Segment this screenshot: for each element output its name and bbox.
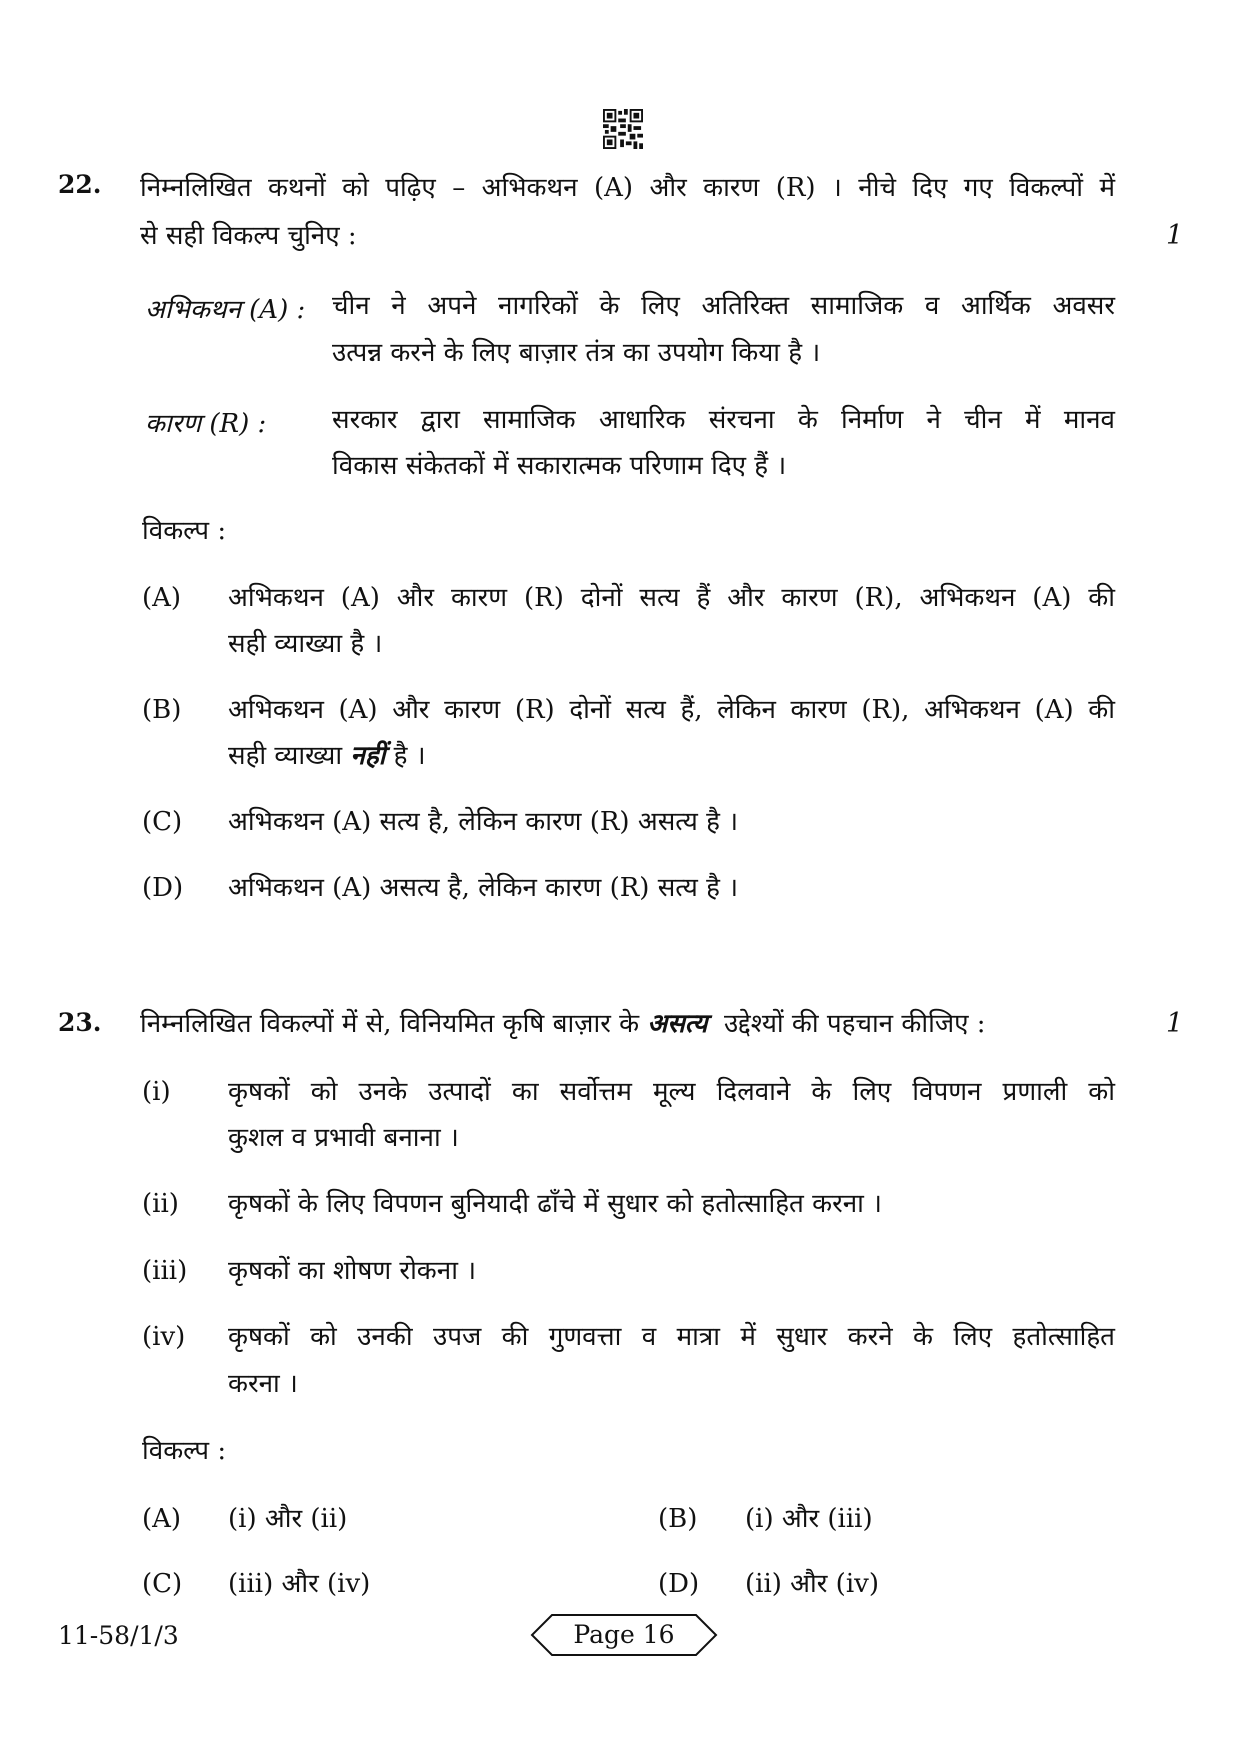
page-number-badge: [530, 1613, 718, 1657]
q23-option-key: (B): [658, 1504, 698, 1534]
q22-option-key: (A): [142, 583, 182, 613]
question-22-text-line2: से सही विकल्प चुनिए :: [140, 221, 357, 251]
question-number-22: 22.: [58, 170, 102, 199]
q23-option-key: (C): [142, 1569, 183, 1599]
q23-item-iii-text: कृषकों का शोषण रोकना ।: [228, 1256, 477, 1286]
q23-item-key: (ii): [142, 1189, 179, 1219]
q23-item-iv-line1: कृषकों को उनकी उपज की गुणवत्ता व मात्रा में सुधार करने के लिए हतोत्साहित: [228, 1322, 1115, 1352]
reason-text-line1: सरकार द्वारा सामाजिक आधारिक संरचना के निर्माण ने चीन में मानव: [332, 405, 1115, 435]
emphasis-false: असत्य: [647, 1009, 708, 1039]
q23-options-label: विकल्प :: [142, 1436, 227, 1466]
option-b-text: है ।: [393, 741, 426, 771]
q22-option-b-line2: [228, 732, 426, 780]
q23-option-c-text: (iii) और (iv): [228, 1569, 371, 1599]
paper-code: 11-58/1/3: [58, 1621, 179, 1650]
question-number-23: 23.: [58, 1008, 102, 1037]
q23-option-key: (D): [658, 1569, 700, 1599]
q22-option-key: (B): [142, 695, 182, 725]
q22-option-a-line2: सही व्याख्या है ।: [228, 629, 383, 659]
page-number: Page 16: [573, 1620, 675, 1649]
question-22-marks: 1: [1166, 220, 1184, 251]
question-23-text-pre: निम्नलिखित विकल्पों में से, विनियमित कृषि बाज़ार के: [140, 1009, 640, 1039]
question-23-text-post: उद्देश्यों की पहचान कीजिए :: [723, 1009, 986, 1039]
option-b-text: सही व्याख्या: [228, 741, 343, 771]
q23-option-b-text: (i) और (iii): [745, 1504, 873, 1534]
assertion-text-line1: चीन ने अपने नागरिकों के लिए अतिरिक्त सामाजिक व आर्थिक अवसर: [332, 291, 1115, 321]
q23-option-d-text: (ii) और (iv): [745, 1569, 879, 1599]
reason-text-line2: विकास संकेतकों में सकारात्मक परिणाम दिए हैं ।: [332, 451, 787, 481]
reason-label: कारण (R) :: [145, 409, 267, 439]
question-22-text-line1: निम्नलिखित कथनों को पढ़िए – अभिकथन (A) और कारण (R) । नीचे दिए गए विकल्पों में: [140, 173, 1115, 203]
q23-item-i-line2: कुशल व प्रभावी बनाना ।: [228, 1123, 459, 1153]
q23-item-iv-line2: करना ।: [228, 1369, 298, 1399]
q23-item-key: (iv): [142, 1322, 186, 1352]
q22-option-key: (D): [142, 873, 184, 903]
q23-item-ii-text: कृषकों के लिए विपणन बुनियादी ढाँचे में सुधार को हतोत्साहित करना ।: [228, 1189, 883, 1219]
question-23-text: [140, 1000, 1120, 1048]
q22-option-a-line1: अभिकथन (A) और कारण (R) दोनों सत्य हैं और कारण (R), अभिकथन (A) की: [228, 583, 1115, 613]
question-23-marks: 1: [1166, 1008, 1184, 1039]
emphasis-not: नहीं: [350, 741, 386, 771]
q22-option-key: (C): [142, 807, 183, 837]
q23-option-key: (A): [142, 1504, 182, 1534]
assertion-text-line2: उत्पन्न करने के लिए बाज़ार तंत्र का उपयोग किया है ।: [332, 338, 821, 368]
q23-item-i-line1: कृषकों को उनके उत्पादों का सर्वोत्तम मूल्य दिलवाने के लिए विपणन प्रणाली को: [228, 1077, 1115, 1107]
qr-code-icon: [603, 108, 643, 150]
q22-option-b-line1: अभिकथन (A) और कारण (R) दोनों सत्य हैं, लेकिन कारण (R), अभिकथन (A) की: [228, 695, 1115, 725]
q23-item-key: (iii): [142, 1256, 188, 1286]
assertion-label: अभिकथन (A) :: [145, 295, 306, 325]
q22-option-c-text: अभिकथन (A) सत्य है, लेकिन कारण (R) असत्य है ।: [228, 807, 739, 837]
q22-options-label: विकल्प :: [142, 516, 227, 546]
q22-option-d-text: अभिकथन (A) असत्य है, लेकिन कारण (R) सत्य है ।: [228, 873, 739, 903]
q23-item-key: (i): [142, 1077, 171, 1107]
q23-option-a-text: (i) और (ii): [228, 1504, 348, 1534]
